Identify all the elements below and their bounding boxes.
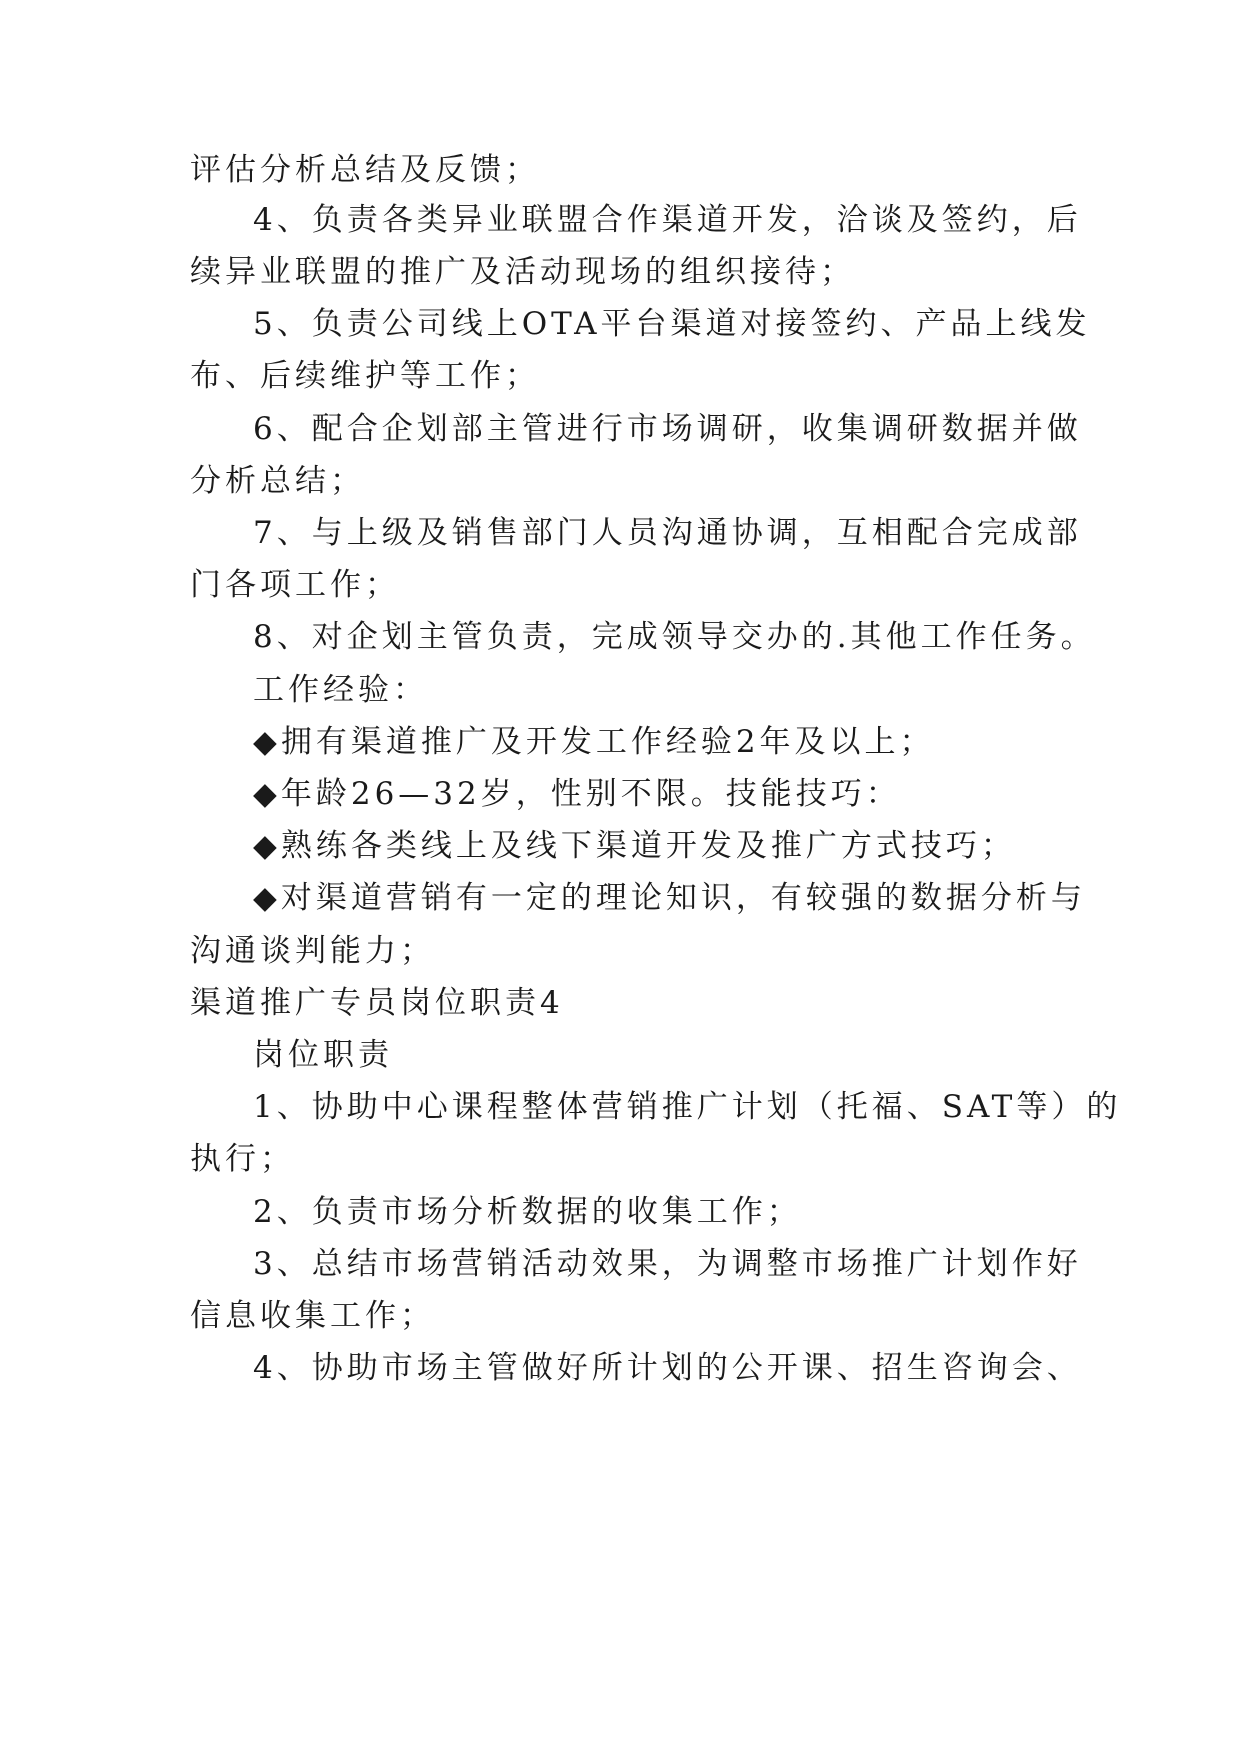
text-line: ◆拥有渠道推广及开发工作经验2年及以上；: [253, 724, 935, 760]
text-line: 6、配合企划部主管进行市场调研，收集调研数据并做: [253, 411, 1082, 447]
text-line: 4、负责各类异业联盟合作渠道开发，洽谈及签约，后: [253, 202, 1082, 238]
text-line: 8、对企划主管负责，完成领导交办的.其他工作任务。: [253, 619, 1096, 655]
text-line: 沟通谈判能力；: [190, 933, 435, 969]
text-line: 3、总结市场营销活动效果，为调整市场推广计划作好: [253, 1246, 1082, 1282]
text-line: ◆年龄26—32岁，性别不限。技能技巧：: [253, 776, 901, 812]
text-line: 布、后续维护等工作；: [190, 358, 540, 394]
subsection-heading: 岗位职责: [253, 1037, 393, 1073]
text-line: 门各项工作；: [190, 567, 400, 603]
section-heading: 渠道推广专员岗位职责4: [190, 985, 564, 1021]
text-line: 工作经验：: [253, 672, 428, 708]
text-line: 1、协助中心课程整体营销推广计划（托福、SAT等）的: [253, 1089, 1122, 1125]
text-line: 信息收集工作；: [190, 1298, 435, 1334]
text-line: ◆熟练各类线上及线下渠道开发及推广方式技巧；: [253, 828, 1016, 864]
text-line: 执行；: [190, 1141, 295, 1177]
text-line: 续异业联盟的推广及活动现场的组织接待；: [190, 254, 855, 290]
text-line: 2、负责市场分析数据的收集工作；: [253, 1194, 802, 1230]
text-line: 4、协助市场主管做好所计划的公开课、招生咨询会、: [253, 1350, 1082, 1386]
text-line: 7、与上级及销售部门人员沟通协调，互相配合完成部: [253, 515, 1082, 551]
text-line: 5、负责公司线上OTA平台渠道对接签约、产品上线发: [253, 306, 1091, 342]
text-line: 评估分析总结及反馈；: [190, 152, 540, 188]
text-line: 分析总结；: [190, 463, 365, 499]
text-line: ◆对渠道营销有一定的理论知识，有较强的数据分析与: [253, 880, 1086, 916]
